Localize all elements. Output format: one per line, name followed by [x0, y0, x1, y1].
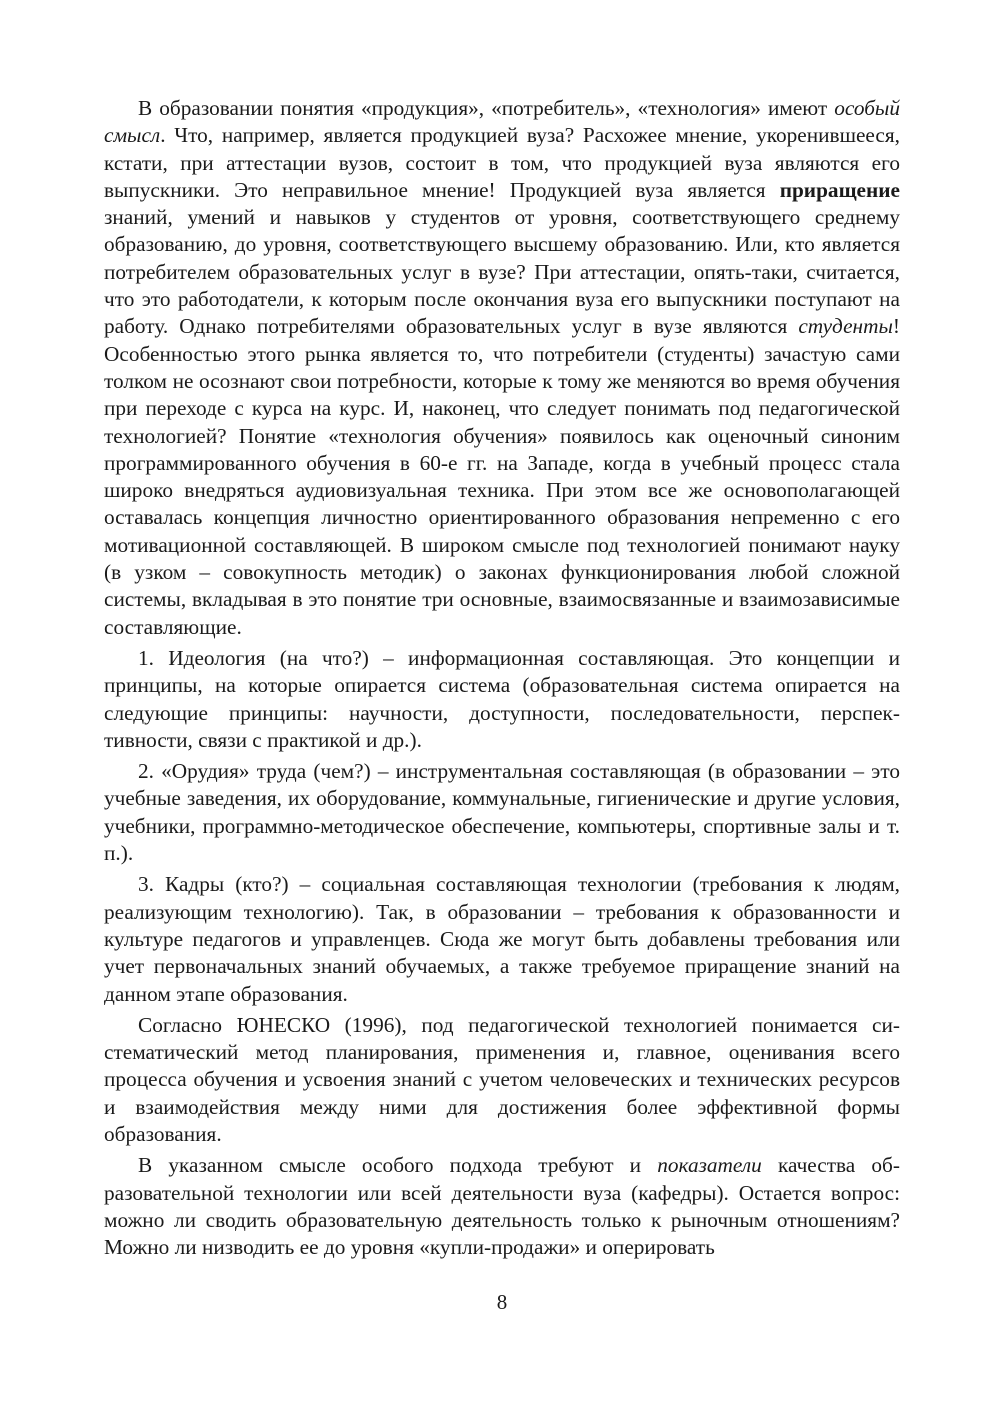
paragraph-staff: [104, 871, 900, 1007]
paragraph-text: ! Особенностью этого рынка является то, что потребители (студенты) зачастую сами толком не осознают свои потребности, которые к тому же меняются во время обучения при переходе с курса на курс. И, наконец, что следует понимать под педагогической технологией? Понятие «технология обучения» появилось как оценочный синоним программированного обучения в 60-е гг. на Западе, когда в учебный процесс стала широко внедряться аудиовизуальная техника. При этом все же основополагающей оставалась концепция личностно ориентированного образования непременно с его мотивационной составляющей. В широком смысле под технологией понимают науку (в узком – совокупность методик) о законах функционирования любой сложной системы, вкладывая в это понятие три основные, взаимосвязанные и взаимозависимые составляющие.: [104, 314, 900, 639]
paragraph-text: В указанном смысле особого подхода требуют и: [138, 1153, 658, 1178]
paragraph-text: . Что, например, является продукцией вуза? Расхожее мнение, укоренившееся, кстати, при аттестации вузов, состоит в том, что продукцией вуза являются его выпускники. Это неправильное мнение! Продукцией вуза является: [104, 123, 900, 202]
paragraph-indicators: [104, 1152, 900, 1261]
paragraph-text: знаний, умений и навыков у студентов от уровня, соответствующего среднему образованию, до уровня, соответствующего высшему образованию. Или, кто является потребителем образовательных услуг в вузе? При аттестации, опять-таки, считается, что это работодатели, к которым после окончания вуза его выпускники поступают на работу. Однако потребителями образовательных услуг в вузе являются: [104, 205, 900, 339]
paragraph-text: Согласно ЮНЕСКО (1996), под педагогической технологией понимается систематический метод планирования, применения и, главное, оценивания всего процесса обучения и усвоения знаний с учетом человеческих и технических ресурсов и взаимодействия между ними для достижения более эффективной формы образования.: [104, 1012, 900, 1146]
paragraph-tools: [104, 758, 900, 867]
italic-term: студенты: [798, 314, 893, 339]
paragraph-text: 3. Кадры (кто?) – социальная составляющая технологии (требования к людям, реализующим технологию). Так, в образовании – требования к образованности и культуре педагогов и управленцев. Сюда же могут быть добавлены требования или учет первоначальных знаний обучаемых, а также требуемое приращение знаний на данном этапе образования.: [104, 872, 900, 1006]
paragraph-text: 1. Идеология (на что?) – информационная составляющая. Это концепции и принципы, на которые опирается система (образовательная система опирается на следующие принципы: научности, доступности, последовательности, перспективности, связи с практикой и др.).: [104, 645, 900, 752]
page-number: 8: [496, 1290, 508, 1314]
bold-term: приращение: [779, 177, 900, 202]
italic-term: показатели: [657, 1153, 762, 1178]
paragraph-text: В образовании понятия «продукция», «потребитель», «технология» имеют: [138, 96, 835, 120]
paragraph-text: качества образовательной технологии или всей деятельности вуза (кафедры). Остается вопрос: можно ли сводить образовательную деятельность только к рыночным отношениям? Можно ли низводить ее до уровня «купли-продажи» и оперировать: [104, 1153, 900, 1260]
paragraph-ideology: [104, 645, 900, 754]
page-body: [104, 95, 900, 1265]
paragraph-education-concepts: [104, 95, 900, 641]
italic-term: особый смысл: [104, 96, 900, 148]
paragraph-text: 2. «Орудия» труда (чем?) – инструментальная составляющая (в образовании – это учебные заведения, их оборудование, коммунальные, гигиенические и другие условия, учебники, программно-методическое обеспечение, компьютеры, спортивные залы и т. п.).: [104, 759, 900, 866]
paragraph-unesco: [104, 1012, 900, 1148]
